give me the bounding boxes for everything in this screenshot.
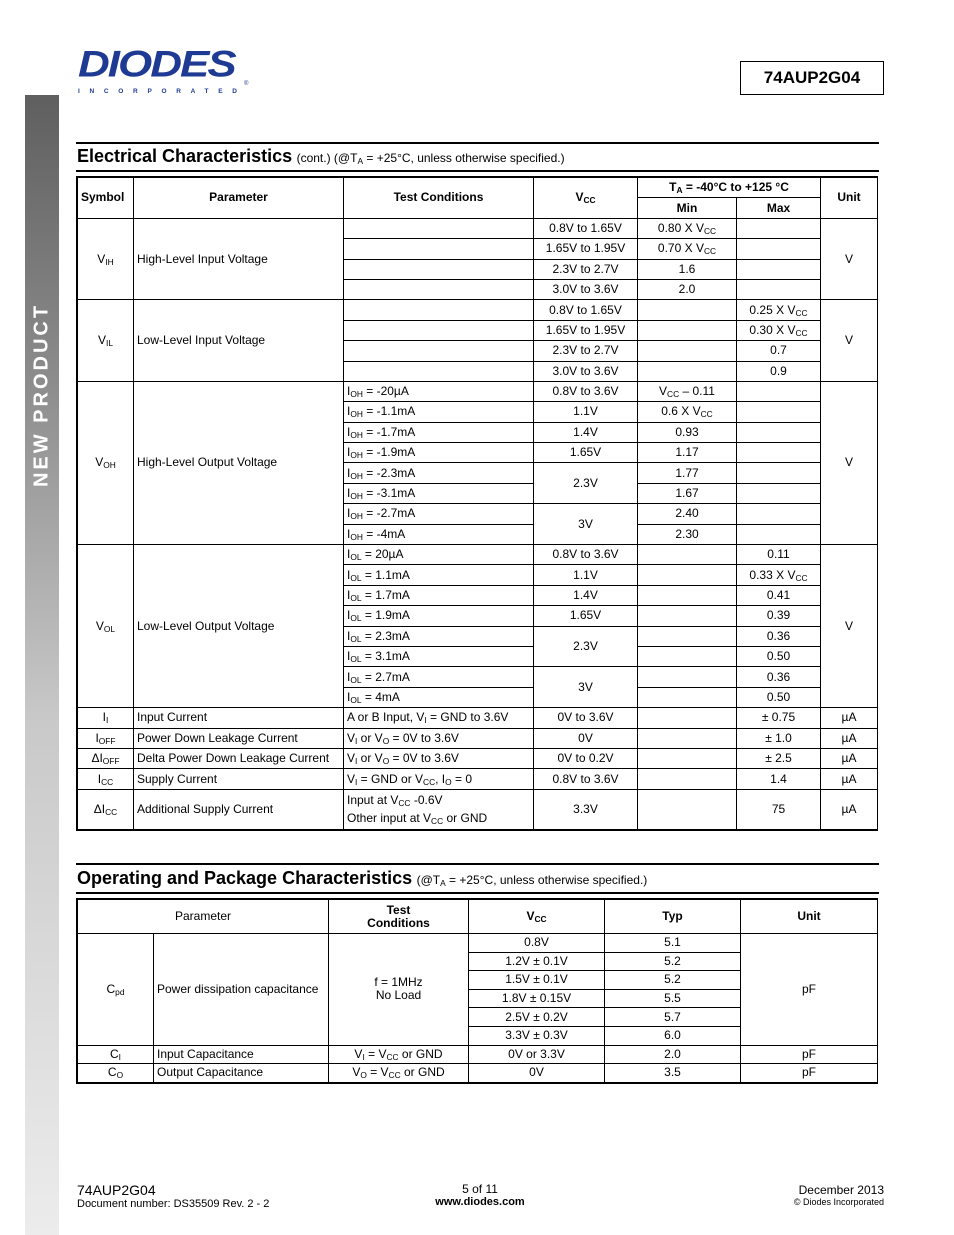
op-header-vcc: $V_{CC}$ (469, 900, 605, 934)
footer-left (77, 1182, 269, 1210)
table-row (78, 1045, 878, 1064)
cond-cell: $I_{OH} = -2.7mA$ (344, 504, 534, 524)
op-header-test-conditions: Test Conditions (329, 900, 469, 934)
footer-website[interactable]: www.diodes.com (435, 1196, 525, 1208)
vcc-cell: 1.65V (534, 443, 638, 463)
cond-cell: $I_{OL} = 20\mu A$ (344, 545, 534, 565)
vcc-cell: 0.8V (469, 934, 605, 953)
typ-cell: 3.5 (605, 1064, 741, 1083)
vcc-cell: 0V to 3.6V (534, 708, 638, 728)
symbol-ioff: $I_{OFF}$ (78, 728, 134, 748)
min-cell: 1.17 (638, 443, 737, 463)
cond-cell: $I_{OH} = -2.3mA$ (344, 463, 534, 483)
header-min: Min (638, 198, 737, 218)
max-cell: 0.39 (737, 606, 821, 626)
symbol-co: $C_O$ (78, 1064, 154, 1083)
typ-cell: 5.1 (605, 934, 741, 953)
max-cell: ± 2.5 (737, 748, 821, 768)
unit-vol: V (821, 545, 878, 708)
max-cell: 75 (737, 789, 821, 829)
vcc-cell: 0.8V to 3.6V (534, 545, 638, 565)
footer-doc-number: Document number: DS35509 Rev. 2 - 2 (77, 1198, 270, 1210)
table-row (78, 1064, 878, 1083)
cond-cell: $I_{OH} = -1.7mA$ (344, 422, 534, 442)
vcc-cell: 1.1V (534, 565, 638, 585)
footer-date: December 2013 (798, 1183, 884, 1197)
part-number-box: 74AUP2G04 (740, 61, 884, 95)
vcc-cell: 1.2V ± 0.1V (469, 952, 605, 971)
cond-cell: A or B Input, $V_I$ = GND to 3.6V (344, 708, 534, 728)
typ-cell: 6.0 (605, 1026, 741, 1045)
footer-right (794, 1183, 884, 1207)
param-vih: High-Level Input Voltage (134, 218, 344, 300)
vcc-cell: 2.5V ± 0.2V (469, 1008, 605, 1027)
op-header-unit: Unit (741, 900, 878, 934)
vcc-cell: 2.3V (534, 463, 638, 504)
unit-cell: µA (821, 789, 878, 829)
cond-cell: $I_{OH} = -20\mu A$ (344, 381, 534, 401)
typ-cell: 5.2 (605, 971, 741, 990)
unit-voh: V (821, 381, 878, 544)
vcc-cell: 0.8V to 3.6V (534, 769, 638, 789)
unit-cell: pF (741, 1045, 878, 1064)
side-banner (25, 95, 59, 1235)
electrical-subtitle: (cont.) ($@T_A = +25^\circ C$, unless otherwise specified.) (296, 151, 565, 167)
max-cell: 0.50 (737, 646, 821, 666)
table-row (78, 381, 878, 401)
param-delta-ioff: Delta Power Down Leakage Current (134, 748, 344, 768)
min-cell: 0.93 (638, 422, 737, 442)
max-cell: 1.4 (737, 769, 821, 789)
max-cell: ± 1.0 (737, 728, 821, 748)
min-cell: 1.6 (638, 259, 737, 279)
param-vil: Low-Level Input Voltage (134, 300, 344, 382)
cond-cell: $I_{OH} = -1.1mA$ (344, 402, 534, 422)
symbol-ci: $C_I$ (78, 1045, 154, 1064)
cond-cell: $I_{OH} = -4mA$ (344, 524, 534, 544)
param-icc: Supply Current (134, 769, 344, 789)
unit-vil: V (821, 300, 878, 382)
unit-cell: µA (821, 708, 878, 728)
section-rule-bottom (76, 170, 879, 172)
symbol-icc: $I_{CC}$ (78, 769, 134, 789)
min-cell: 0.80 X $V_{CC}$ (638, 218, 737, 238)
vcc-cell: 0.8V to 1.65V (534, 218, 638, 238)
vcc-cell: 0V or 3.3V (469, 1045, 605, 1064)
electrical-table (76, 176, 878, 831)
cond-cell: $I_{OL} = 1.1mA$ (344, 565, 534, 585)
param-co: Output Capacitance (154, 1064, 329, 1083)
operating-title (77, 868, 647, 889)
op-header-parameter: Parameter (78, 900, 329, 934)
vcc-cell: 1.8V ± 0.15V (469, 989, 605, 1008)
vcc-cell: 3V (534, 504, 638, 545)
max-cell: 0.7 (737, 341, 821, 361)
cond-cpd: f = 1MHz No Load (329, 934, 469, 1046)
min-cell: 0.6 X $V_{CC}$ (638, 402, 737, 422)
cond-cell: $I_{OH} = -1.9mA$ (344, 443, 534, 463)
vcc-cell: 3.0V to 3.6V (534, 361, 638, 381)
vcc-cell: 1.1V (534, 402, 638, 422)
electrical-title-text: Electrical Characteristics (77, 146, 293, 166)
vcc-cell: 3.3V ± 0.3V (469, 1026, 605, 1045)
unit-cell: µA (821, 748, 878, 768)
table-row (78, 789, 878, 829)
cond-co: $V_O = V_{CC}$ or GND (329, 1064, 469, 1083)
max-cell: 0.36 (737, 626, 821, 646)
param-cpd: Power dissipation capacitance (154, 934, 329, 1046)
max-cell: ± 0.75 (737, 708, 821, 728)
table-row (78, 748, 878, 768)
table-row (78, 934, 878, 953)
typ-cell: 5.5 (605, 989, 741, 1008)
unit-cell: µA (821, 769, 878, 789)
max-cell: 0.50 (737, 687, 821, 707)
cond-cell: $I_{OL} = 3.1mA$ (344, 646, 534, 666)
vcc-cell: 0V to 0.2V (534, 748, 638, 768)
vcc-cell: 0V (469, 1064, 605, 1083)
section-rule-bottom-2 (76, 892, 879, 894)
vcc-cell: 1.65V to 1.95V (534, 239, 638, 259)
max-cell: 0.33 X $V_{CC}$ (737, 565, 821, 585)
cond-ci: $V_I = V_{CC}$ or GND (329, 1045, 469, 1064)
header-unit: Unit (821, 178, 878, 219)
section-rule-top-2 (76, 863, 879, 865)
unit-vih: V (821, 218, 878, 300)
cond-cell: $V_I$ = GND or $V_{CC}$, $I_O = 0$ (344, 769, 534, 789)
vcc-cell: 2.3V to 2.7V (534, 259, 638, 279)
max-cell: 0.30 X $V_{CC}$ (737, 320, 821, 340)
symbol-cpd: $C_{pd}$ (78, 934, 154, 1046)
vcc-cell: 1.4V (534, 585, 638, 605)
table-row (78, 218, 878, 238)
footer-center (380, 1182, 580, 1208)
header-test-conditions: Test Conditions (344, 178, 534, 219)
param-voh: High-Level Output Voltage (134, 381, 344, 544)
vcc-cell: 3.3V (534, 789, 638, 829)
header-max: Max (737, 198, 821, 218)
min-cell: 2.0 (638, 279, 737, 299)
unit-cell: pF (741, 1064, 878, 1083)
operating-subtitle: ($@T_A = +25^\circ C$, unless otherwise specified.) (416, 873, 648, 889)
symbol-ii: $I_I$ (78, 708, 134, 728)
footer-part-number: 74AUP2G04 (77, 1182, 156, 1198)
min-cell: 2.40 (638, 504, 737, 524)
footer-copyright: © Diodes Incorporated (793, 1197, 884, 1207)
logo-wordmark: DIODES (78, 43, 235, 86)
header-vcc: $V_{CC}$ (534, 178, 638, 219)
param-ioff: Power Down Leakage Current (134, 728, 344, 748)
table-row (78, 769, 878, 789)
min-cell: 1.77 (638, 463, 737, 483)
header-parameter: Parameter (134, 178, 344, 219)
cond-cell: $I_{OH} = -3.1mA$ (344, 483, 534, 503)
param-ci: Input Capacitance (154, 1045, 329, 1064)
symbol-vil: $V_{IL}$ (78, 300, 134, 382)
min-cell: $V_{CC} - 0.11$ (638, 381, 737, 401)
max-cell: 0.11 (737, 545, 821, 565)
max-cell: 0.41 (737, 585, 821, 605)
vcc-cell: 3V (534, 667, 638, 708)
symbol-vih: $V_{IH}$ (78, 218, 134, 300)
footer-page: 5 of 11 (462, 1182, 498, 1196)
section-rule-top (76, 142, 879, 144)
op-header-typ: Typ (605, 900, 741, 934)
electrical-title (77, 146, 565, 167)
vcc-cell: 2.3V to 2.7V (534, 341, 638, 361)
cond-cell: $I_{OL} = 1.7mA$ (344, 585, 534, 605)
header-ta-range: $T_A = -40^\circ C$ to +125 °C (638, 178, 821, 198)
typ-cell: 5.2 (605, 952, 741, 971)
param-vol: Low-Level Output Voltage (134, 545, 344, 708)
typ-cell: 2.0 (605, 1045, 741, 1064)
vcc-cell: 1.4V (534, 422, 638, 442)
vcc-cell: 0V (534, 728, 638, 748)
operating-title-text: Operating and Package Characteristics (77, 868, 413, 888)
vcc-cell: 3.0V to 3.6V (534, 279, 638, 299)
side-banner-label: NEW PRODUCT (30, 302, 53, 488)
param-ii: Input Current (134, 708, 344, 728)
cond-cell: Input at $V_{CC}$ -0.6V Other input at $V_{CC}$ or GND (344, 789, 534, 829)
vcc-cell: 1.65V to 1.95V (534, 320, 638, 340)
table-row (78, 708, 878, 728)
vcc-cell: 2.3V (534, 626, 638, 667)
logo-subtext: INCORPORATED (78, 88, 247, 95)
company-logo (78, 43, 253, 100)
param-delta-icc: Additional Supply Current (134, 789, 344, 829)
cond-cell: $I_{OL} = 2.7mA$ (344, 667, 534, 687)
min-cell: 2.30 (638, 524, 737, 544)
operating-table (76, 898, 878, 1084)
min-cell: 0.70 X $V_{CC}$ (638, 239, 737, 259)
table-row (78, 300, 878, 320)
cond-cell: $V_I$ or $V_O = 0V$ to 3.6V (344, 748, 534, 768)
cond-cell: $V_I$ or $V_O = 0V$ to 3.6V (344, 728, 534, 748)
cond-cell: $I_{OL} = 2.3mA$ (344, 626, 534, 646)
unit-cpd: pF (741, 934, 878, 1046)
logo-registered-mark: ® (244, 81, 249, 87)
symbol-voh: $V_{OH}$ (78, 381, 134, 544)
min-cell: 1.67 (638, 483, 737, 503)
max-cell: 0.9 (737, 361, 821, 381)
typ-cell: 5.7 (605, 1008, 741, 1027)
vcc-cell: 1.5V ± 0.1V (469, 971, 605, 990)
max-cell: 0.25 X $V_{CC}$ (737, 300, 821, 320)
cond-cell: $I_{OL} = 1.9mA$ (344, 606, 534, 626)
symbol-vol: $V_{OL}$ (78, 545, 134, 708)
table-row (78, 728, 878, 748)
vcc-cell: 1.65V (534, 606, 638, 626)
header-symbol: Symbol (78, 178, 134, 219)
vcc-cell: 0.8V to 1.65V (534, 300, 638, 320)
vcc-cell: 0.8V to 3.6V (534, 381, 638, 401)
max-cell: 0.36 (737, 667, 821, 687)
table-row (78, 545, 878, 565)
symbol-delta-icc: $\Delta I_{CC}$ (78, 789, 134, 829)
symbol-delta-ioff: $\Delta I_{OFF}$ (78, 748, 134, 768)
unit-cell: µA (821, 728, 878, 748)
cond-cell: $I_{OL} = 4mA$ (344, 687, 534, 707)
